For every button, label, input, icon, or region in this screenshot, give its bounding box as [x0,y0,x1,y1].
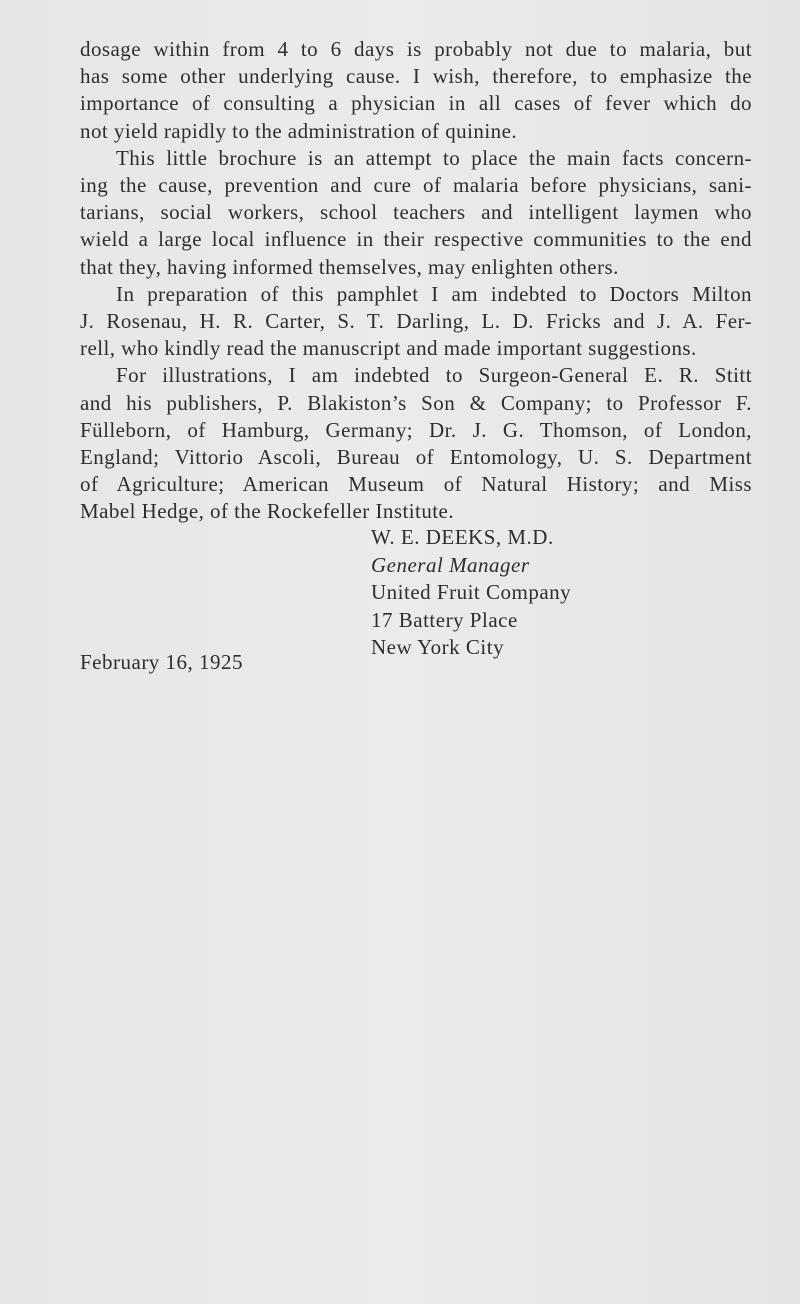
text-line: and his publishers, P. Blakiston’s Son & Company; to Professor F. [80,390,752,415]
signature-block [371,524,571,662]
text-line: that they, having informed themselves, may enlighten others. [80,254,619,279]
text-line: dosage within from 4 to 6 days is probably not due to malaria, but [80,37,752,61]
text-line: of Agriculture; American Museum of Natural History; and Miss [80,472,752,497]
text-line: For illustrations, I am indebted to Surgeon-General E. R. Stitt [116,363,752,388]
text-line: England; Vittorio Ascoli, Bureau of Entomology, U. S. Department [80,445,752,470]
text-line: rell, who kindly read the manuscript and made important suggestions. [80,336,697,361]
document-date: February 16, 1925 [80,650,244,674]
signatory-name: W. E. DEEKS, M.D. [371,525,554,549]
text-line: not yield rapidly to the administration of quinine. [80,118,518,143]
text-line: tarians, social workers, school teachers and intelligent laymen who [80,200,752,225]
street-address: 17 Battery Place [371,607,518,632]
company-name: United Fruit Company [371,580,572,604]
text-line: ing the cause, prevention and cure of malaria before physicians, sani- [80,173,752,198]
body-text [80,36,752,526]
city: New York City [371,635,505,659]
text-line: This little brochure is an attempt to place the main facts concern- [116,145,752,170]
text-line: has some other underlying cause. I wish, therefore, to emphasize the [80,64,752,89]
text-line: J. Rosenau, H. R. Carter, S. T. Darling, L. D. Fricks and J. A. Fer- [80,309,752,334]
text-line: Fülleborn, of Hamburg, Germany; Dr. J. G. Thomson, of London, [80,417,752,442]
text-line: In preparation of this pamphlet I am indebted to Doctors Milton [116,281,752,306]
text-line: Mabel Hedge, of the Rockefeller Institute. [80,499,455,524]
text-line: importance of consulting a physician in all cases of fever which do [80,91,752,116]
text-line: wield a large local influence in their respective communities to the end [80,227,752,252]
signatory-title: General Manager [371,552,530,577]
